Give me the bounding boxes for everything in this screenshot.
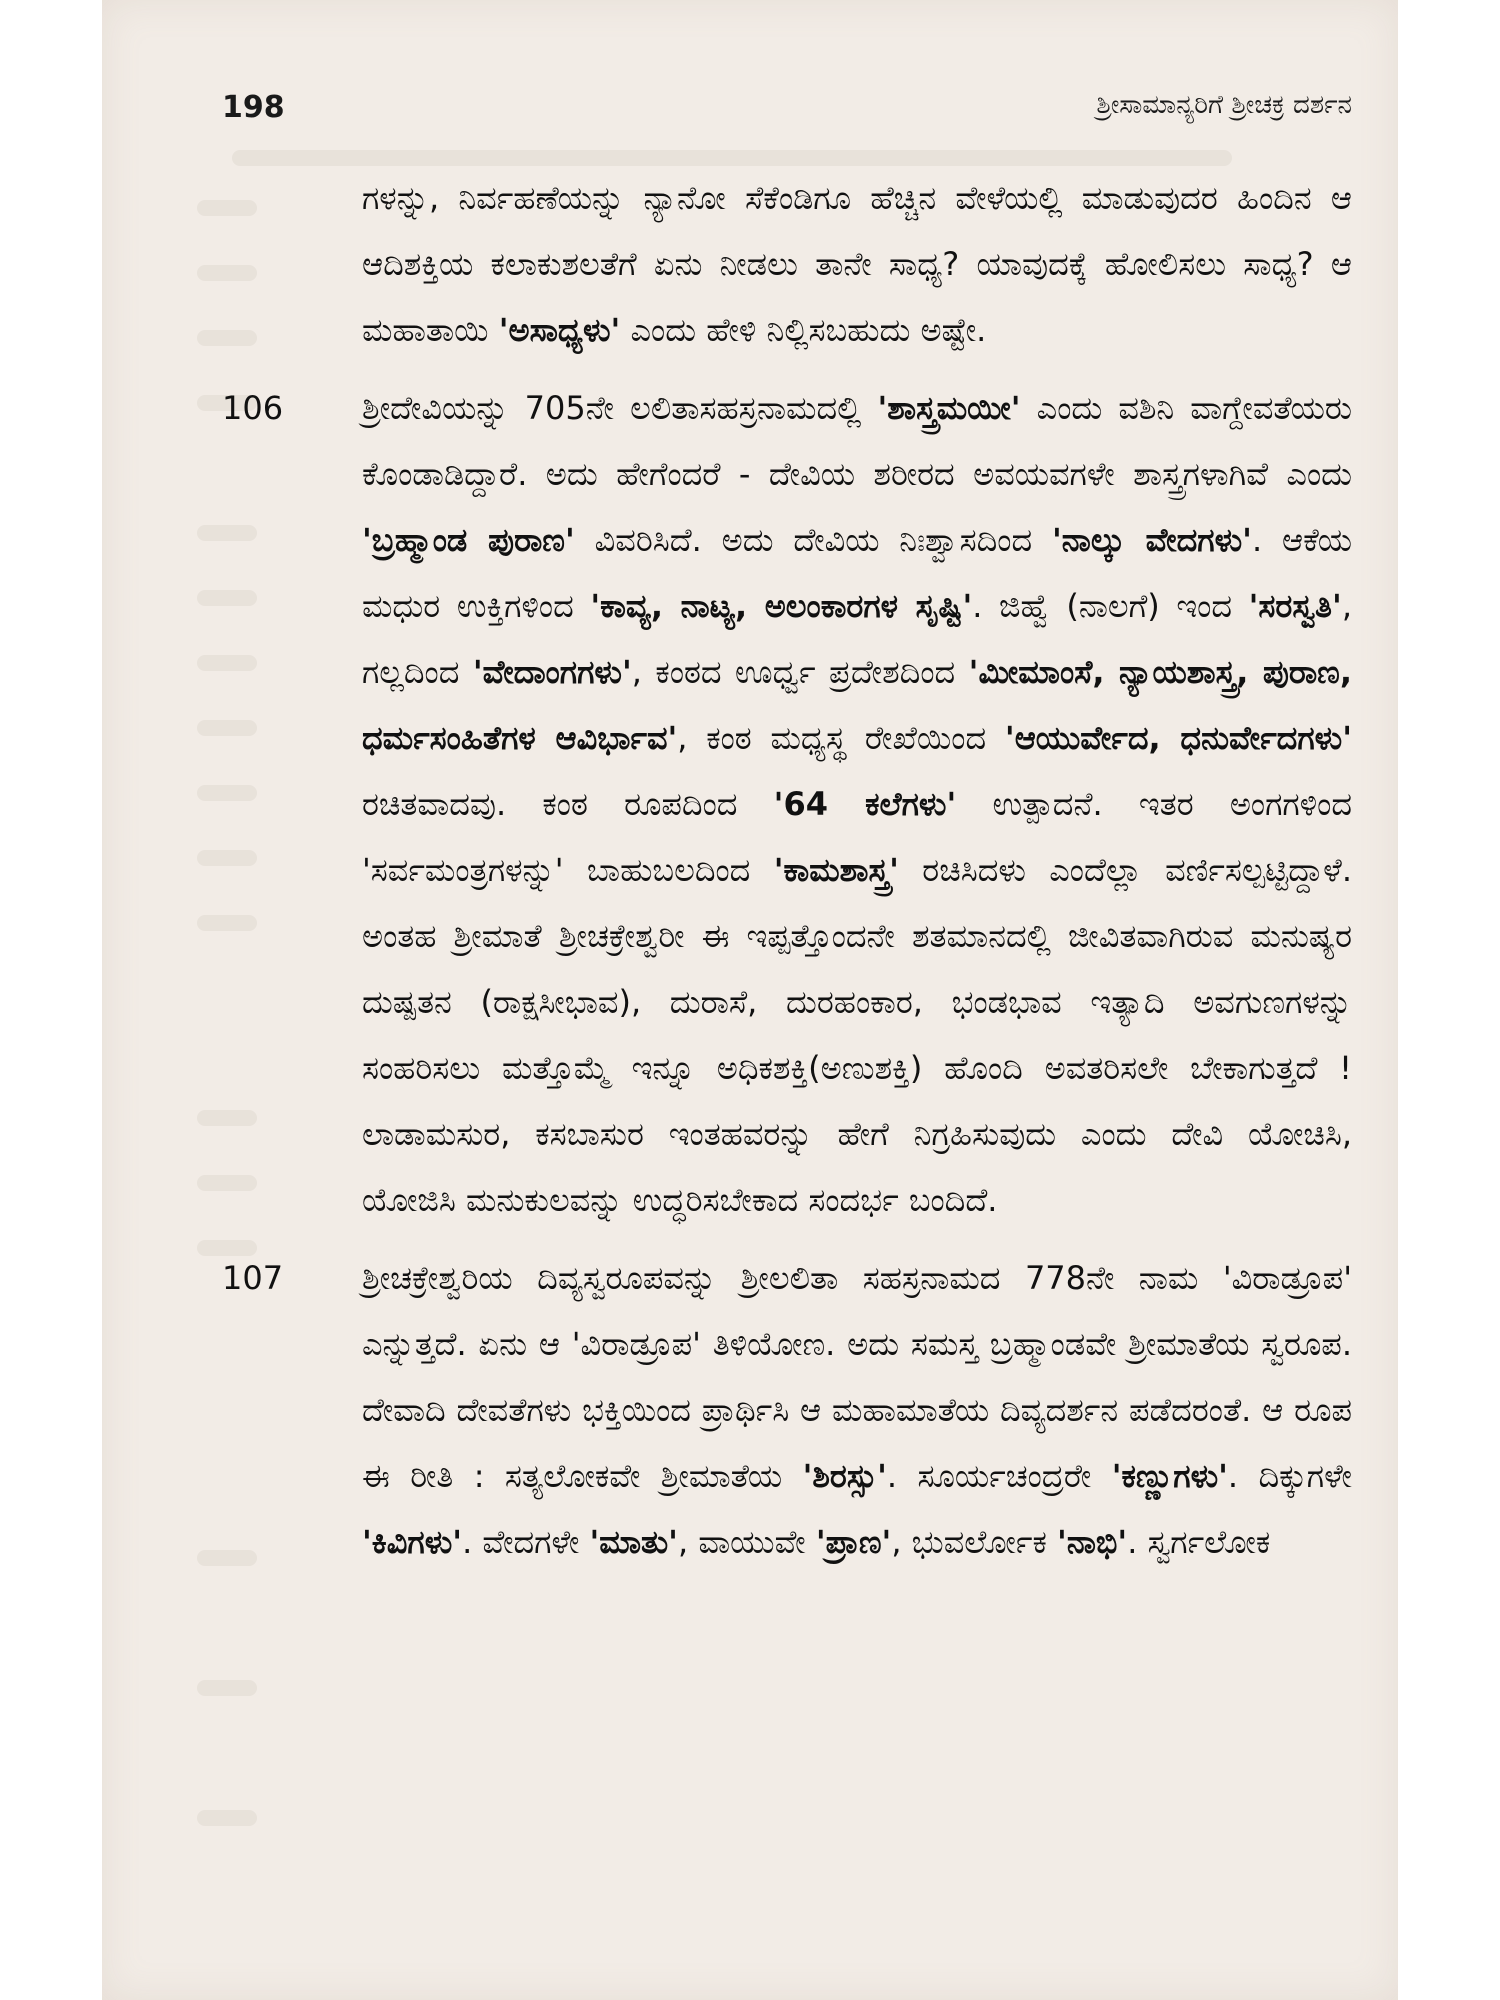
body-text [222,165,1352,1587]
page-number: 198 [222,90,285,125]
text-run: ರಚಿಸಿದಳು ಎಂದೆಲ್ಲಾ ವರ್ಣಿಸಲ್ಪಟ್ಟಿದ್ದಾಳೆ. ಅಂತಹ ಶ್ರೀಮಾತೆ ಶ್ರೀಚಕ್ರೇಶ್ವರೀ ಈ ಇಪ್ಪತ್ತೊಂದನೇ ಶತಮಾನದಲ್ಲಿ ಜೀವಿತವಾಗಿರುವ ಮನುಷ್ಯರ ದುಷ್ಪತನ (ರಾಕ್ಷಸೀಭಾವ), ದುರಾಸೆ, ದುರಹಂಕಾರ, ಭಂಡಭಾವ ಇತ್ಯಾದಿ ಅವಗುಣಗಳನ್ನು ಸಂಹರಿಸಲು ಮತ್ತೊಮ್ಮೆ ಇನ್ನೂ ಅಧಿಕಶಕ್ತಿ(ಅಣುಶಕ್ತಿ) ಹೊಂದಿ ಅವತರಿಸಲೇ ಬೇಕಾಗುತ್ತದೆ ! ಲಾಡಾಮಸುರ, ಕಸಬಾಸುರ ಇಂತಹವರನ್ನು ಹೇಗೆ ನಿಗ್ರಹಿಸುವುದು ಎಂದು ದೇವಿ ಯೋಚಿಸಿ, ಯೋಜಿಸಿ ಮನುಕುಲವನ್ನು ಉದ್ಧರಿಸಬೇಕಾದ ಸಂದರ್ಭ ಬಂದಿದೆ. [362,851,1352,1219]
text-run: , ಭುವರ್ಲೋಕ [891,1523,1058,1561]
bold-term: 'ಆಯುರ್ವೇದ, ಧನುರ್ವೇದಗಳು' [1004,719,1352,757]
bold-term: 'ಕಾಮಶಾಸ್ತ್ರ' [773,851,899,889]
book-page [102,0,1398,2000]
text-run: ಉತ್ಪಾದನೆ. ಇತರ ಅಂಗಗಳಿಂದ 'ಸರ್ವಮಂತ್ರಗಳನ್ನು' ಬಾಹುಬಲದಿಂದ [362,785,1352,889]
bold-term: 'ಶಿರಸ್ಸು' [802,1457,887,1495]
text-run: . ವೇದಗಳೇ [462,1523,590,1561]
bold-term: 'ಅಸಾಧ್ಯಳು' [498,311,621,349]
bold-term: 'ಮೀಮಾಂಸೆ, ನ್ಯಾಯಶಾಸ್ತ್ರ, ಪುರಾಣ, ಧರ್ಮಸಂಹಿತೆಗಳ ಆವಿರ್ಭಾವ' [362,653,1352,757]
text-run: ಗಳನ್ನು, ನಿರ್ವಹಣೆಯನ್ನು ನ್ಯಾನೋ ಸೆಕೆಂಡಿಗೂ ಹೆಚ್ಚಿನ ವೇಳೆಯಲ್ಲಿ ಮಾಡುವುದರ ಹಿಂದಿನ ಆ ಆದಿಶಕ್ತಿಯ ಕಲಾಕುಶಲತೆಗೆ ಏನು ನೀಡಲು ತಾನೇ ಸಾಧ್ಯ? ಯಾವುದಕ್ಕೆ ಹೋಲಿಸಲು ಸಾಧ್ಯ? ಆ ಮಹಾತಾಯಿ [362,179,1352,349]
text-run: ವಿವರಿಸಿದೆ. ಅದು ದೇವಿಯ ನಿಃಶ್ವಾಸದಿಂದ [574,521,1052,559]
text-run: , ಕಂಠ ಮಧ್ಯಸ್ಥ ರೇಖೆಯಿಂದ [677,719,1005,757]
bold-term: 'ನಾಲ್ಕು ವೇದಗಳು' [1051,521,1252,559]
paragraph-number: 106 [222,389,284,427]
text-run: , ಕಂಠದ ಊರ್ಧ್ವ ಪ್ರದೇಶದಿಂದ [631,653,969,691]
bold-term: 'ಕಣ್ಣುಗಳು' [1111,1457,1228,1495]
paragraph [222,1245,1352,1575]
bold-term: '64 ಕಲೆಗಳು' [773,785,957,823]
text-run: , ವಾಯುವೇ [677,1523,816,1561]
bold-term: 'ವೇದಾಂಗಗಳು' [472,653,632,691]
bold-term: 'ಶಾಸ್ತ್ರಮಯೀ' [877,389,1021,427]
bold-term: 'ನಾಭಿ' [1057,1523,1128,1561]
bold-term: 'ಕಿವಿಗಳು' [362,1523,463,1561]
page-header [222,90,1352,130]
paragraph [222,375,1352,1233]
text-run: , ಗಲ್ಲದಿಂದ [362,587,1352,691]
paragraph-number: 107 [222,1259,284,1297]
text-run: ಎಂದು ವಶಿನಿ ವಾಗ್ದೇವತೆಯರು ಕೊಂಡಾಡಿದ್ದಾರೆ. ಅದು ಹೇಗೆಂದರೆ - ದೇವಿಯ ಶರೀರದ ಅವಯವಗಳೇ ಶಾಸ್ತ್ರಗಳಾಗಿವೆ ಎಂದು [362,389,1352,493]
text-run: ಶ್ರೀಚಕ್ರೇಶ್ವರಿಯ ದಿವ್ಯಸ್ವರೂಪವನ್ನು ಶ್ರೀಲಲಿತಾ ಸಹಸ್ರನಾಮದ 778ನೇ ನಾಮ 'ವಿರಾಡ್ರೂಪ' ಎನ್ನುತ್ತದೆ. ಏನು ಆ 'ವಿರಾಡ್ರೂಪ' ತಿಳಿಯೋಣ. ಅದು ಸಮಸ್ತ ಬ್ರಹ್ಮಾಂಡವೇ ಶ್ರೀಮಾತೆಯ ಸ್ವರೂಪ. ದೇವಾದಿ ದೇವತೆಗಳು ಭಕ್ತಿಯಿಂದ ಪ್ರಾರ್ಥಿಸಿ ಆ ಮಹಾಮಾತೆಯ ದಿವ್ಯದರ್ಶನ ಪಡೆದರಂತೆ. ಆ ರೂಪ ಈ ರೀತಿ : ಸತ್ಯಲೋಕವೇ ಶ್ರೀಮಾತೆಯ [362,1259,1352,1495]
text-run: . ಸ್ವರ್ಗಲೋಕ [1127,1523,1271,1561]
text-run: . ದಿಕ್ಕುಗಳೇ [1227,1457,1352,1495]
bold-term: 'ಬ್ರಹ್ಮಾಂಡ ಪುರಾಣ' [362,521,575,559]
bold-term: 'ಕಾವ್ಯ, ನಾಟ್ಯ, ಅಲಂಕಾರಗಳ ಸೃಷ್ಟಿ' [590,587,973,625]
text-run: ಶ್ರೀದೇವಿಯನ್ನು 705ನೇ ಲಲಿತಾಸಹಸ್ರನಾಮದಲ್ಲಿ [362,389,878,427]
paragraph [222,165,1352,363]
running-title: ಶ್ರೀಸಾಮಾನ್ಯರಿಗೆ ಶ್ರೀಚಕ್ರ ದರ್ಶನ [1096,90,1352,120]
bold-term: 'ಪ್ರಾಣ' [815,1523,892,1561]
bold-term: 'ಮಾತು' [589,1523,678,1561]
text-run: . ಸೂರ್ಯಚಂದ್ರರೇ [886,1457,1112,1495]
text-run: ಎಂದು ಹೇಳಿ ನಿಲ್ಲಿಸಬಹುದು ಅಷ್ಟೇ. [620,311,987,349]
text-run: . ಆಕೆಯ ಮಧುರ ಉಕ್ತಿಗಳಿಂದ [362,521,1352,625]
text-run: ರಚಿತವಾದವು. ಕಂಠ ರೂಪದಿಂದ [362,785,774,823]
bold-term: 'ಸರಸ್ವತಿ' [1248,587,1342,625]
text-run: . ಜಿಹ್ವೆ (ನಾಲಗೆ) ಇಂದ [972,587,1249,625]
